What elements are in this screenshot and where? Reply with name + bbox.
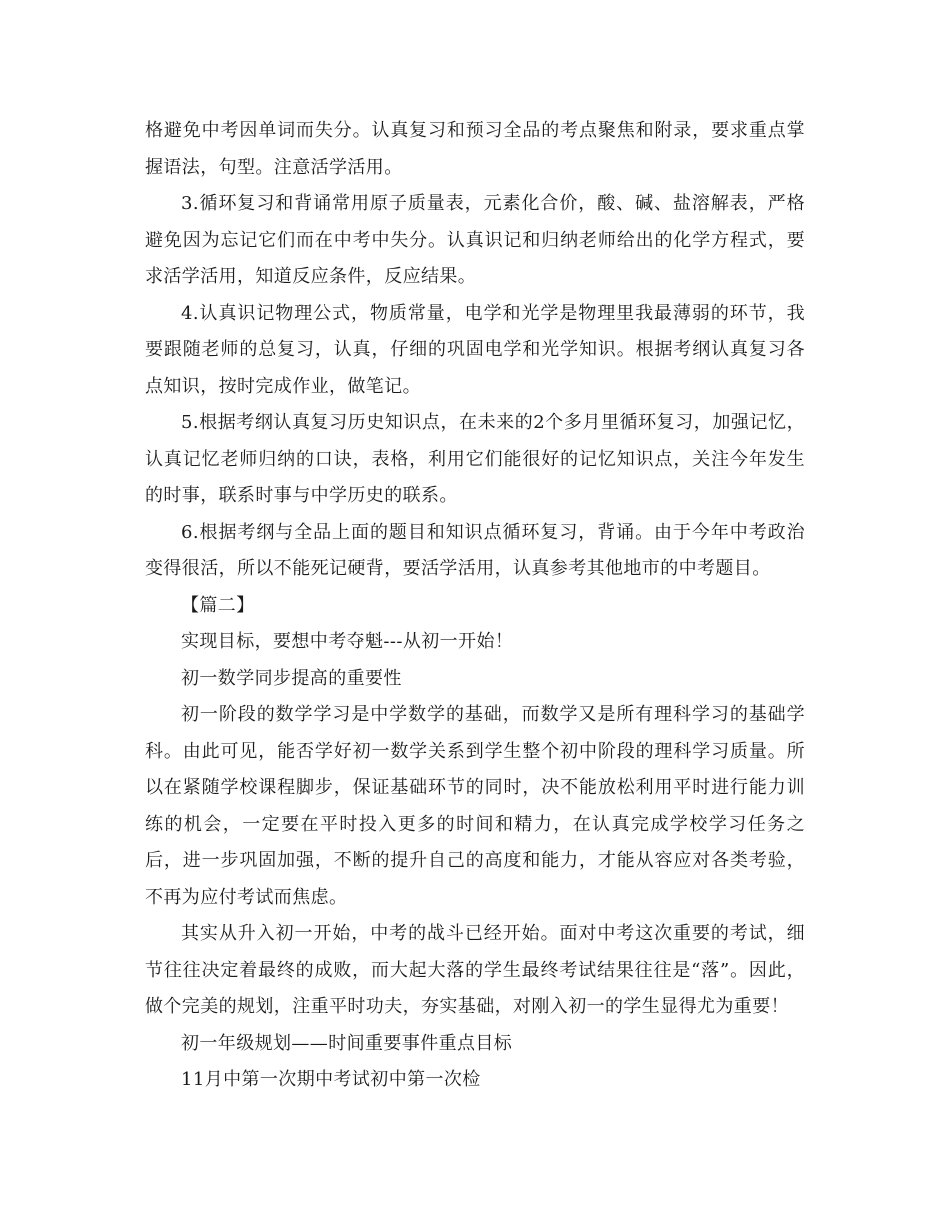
paragraph-subheading-math: 初一数学同步提高的重要性 [181, 667, 402, 689]
paragraph-goal-statement: 实现目标，要想中考夺魁---从初一开始！ [181, 631, 514, 652]
paragraph-politics-review: 6.根据考纲与全品上面的题目和知识点循环复习，背诵。由于今年中考政治变得很活，所以不能死记硬背，要活学活用，认真参考其他地市的中考题目。 [145, 521, 805, 579]
paragraph-math-importance: 初一阶段的数学学习是中学数学的基础，而数学又是所有理科学习的基础学科。由此可见，能否学好初一数学关系到学生整个初中阶段的理科学习质量。所以在紧随学校课程脚步，保证基础环节的同时，决不能放松利用平时进行能力训练的机会，一定要在平时投入更多的时间和精力，在认真完成学校学习任务之后，进一步巩固加强，不断的提升自己的高度和能力，才能从容应对各类考验，不再为应付考试而焦虑。 [145, 704, 805, 908]
paragraph-chemistry-review: 3.循环复习和背诵常用原子质量表，元素化合价，酸、碱、盐溶解表，严格避免因为忘记它们而在中考中失分。认真识记和归纳老师给出的化学方程式，要求活学活用，知道反应条件，反应结果。 [145, 193, 805, 287]
paragraph-grade-plan-heading: 初一年级规划——时间重要事件重点目标 [181, 1032, 513, 1054]
paragraph-english-review: 格避免中考因单词而失分。认真复习和预习全品的考点聚焦和附录，要求重点掌握语法，句型。注意活学活用。 [145, 120, 805, 178]
paragraph-exam-planning: 其实从升入初一开始，中考的战斗已经开始。面对中考这次重要的考试，细节往往决定着最终的成败，而大起大落的学生最终考试结果往往是“落”。因此，做个完美的规划，注重平时功夫，夯实基础，对刚入初一的学生显得尤为重要！ [145, 923, 805, 1017]
paragraph-history-review: 5.根据考纲认真复习历史知识点，在未来的2个多月里循环复习，加强记忆，认真记忆老师归纳的口诀，表格，利用它们能很好的记忆知识点，关注今年发生的时事，联系时事与中学历史的联系。 [145, 412, 805, 506]
document-body [145, 113, 805, 1099]
paragraph-november-exam: 11月中第一次期中考试初中第一次检 [181, 1069, 481, 1090]
section-heading-part-two: 【篇二】 [181, 594, 255, 616]
paragraph-physics-review: 4.认真识记物理公式，物质常量，电学和光学是物理里我最薄弱的环节，我要跟随老师的总复习，认真，仔细的巩固电学和光学知识。根据考纲认真复习各点知识，按时完成作业，做笔记。 [145, 302, 805, 397]
